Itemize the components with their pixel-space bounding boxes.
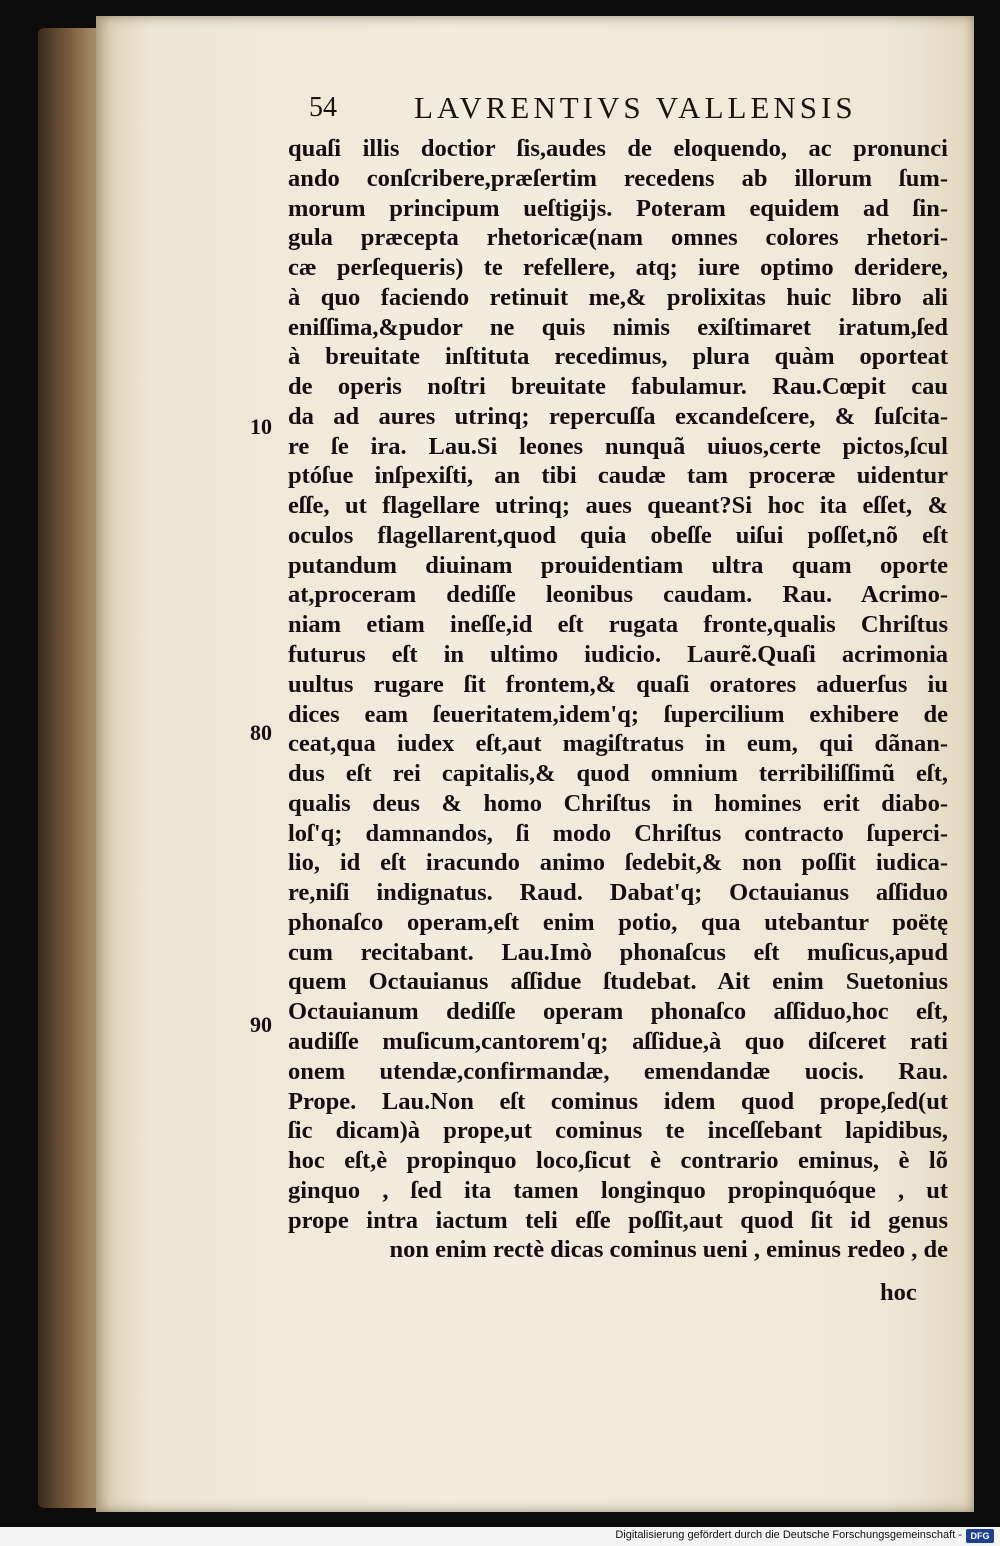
text-line: hoc eſt,è propinquo loco,ſicut è contrario eminus, è lõ bbox=[288, 1147, 948, 1175]
text-line: dus eſt rei capitalis,& quod omnium terribiliſſimũ eſt, bbox=[288, 760, 948, 788]
text-line: ſic dicam)à prope,ut cominus te inceſſebant lapidibus, bbox=[288, 1117, 948, 1145]
catchword: hoc bbox=[880, 1279, 917, 1306]
text-line: eniſſima,&pudor ne quis nimis exiſtimaret iratum,ſed bbox=[288, 313, 948, 341]
text-line: gula præcepta rhetoricæ(nam omnes colores rhetori- bbox=[288, 224, 948, 252]
text-line: quaſi illis doctior ſis,audes de eloquendo, ac pronunci bbox=[288, 135, 948, 162]
text-line: non enim rectè dicas cominus ueni , eminus redeo , de bbox=[389, 1236, 948, 1264]
text-line: cæ perſequeris) te refellere, atq; iure optimo deridere, bbox=[288, 254, 948, 282]
text-line: à quo faciendo retinuit me,& prolixitas huic libro ali bbox=[288, 283, 948, 311]
text-block bbox=[288, 134, 948, 1265]
text-line: ginquo , ſed ita tamen longinquo propinquóque , ut bbox=[288, 1176, 948, 1204]
text-line: ando conſcribere,præſertim recedens ab illorum ſum- bbox=[288, 164, 948, 192]
text-line: cum recitabant. Lau.Imò phonaſcus eſt muſicus,apud bbox=[288, 938, 948, 966]
text-line: onem utendæ,confirmandæ, emendandæ uocis. Rau. bbox=[288, 1057, 948, 1085]
running-title: LAVRENTIVS VALLENSIS bbox=[414, 90, 857, 125]
text-line: Octauianum dediſſe operam phonaſco aſſiduo,hoc eſt, bbox=[288, 998, 948, 1026]
text-line: prope intra iactum teli eſſe poſſit,aut quod ſit id genus bbox=[288, 1206, 948, 1234]
text-line: audiſſe muſicum,cantorem'q; aſſidue,à quo diſceret rati bbox=[288, 1027, 948, 1055]
text-line: dices eam ſeueritatem,idem'q; ſupercilium exhibere de bbox=[288, 700, 948, 728]
footer-bar bbox=[0, 1527, 1000, 1546]
text-line: morum principum ueſtigijs. Poteram equidem ad ſin- bbox=[288, 194, 948, 222]
text-line: uultus rugare ſit frontem,& quaſi oratores aduerſus iu bbox=[288, 670, 948, 698]
text-line: da ad aures utrinq; repercuſſa excandeſcere, & ſuſcita- bbox=[288, 402, 948, 430]
margin-line-number: 10 bbox=[250, 414, 272, 439]
text-line: lio, id eſt iracundo animo ſedebit,& non poſſit iudica- bbox=[288, 849, 948, 877]
text-line: re,niſi indignatus. Raud. Dabat'q; Octauianus aſſiduo bbox=[288, 879, 948, 907]
footer-credit: Digitalisierung gefördert durch die Deutsche Forschungsgemeinschaft - bbox=[615, 1529, 962, 1541]
text-line: quem Octauianus aſſidue ſtudebat. Ait enim Suetonius bbox=[288, 968, 948, 996]
text-line: phonaſco operam,eſt enim potio, qua utebantur poëtę bbox=[288, 908, 948, 936]
text-line: at,proceram dediſſe leonibus caudam. Rau. Acrimo- bbox=[288, 581, 948, 609]
text-line: niam etiam ineſſe,id eſt rugata fronte,qualis Chriſtus bbox=[288, 611, 948, 639]
text-line: putandum diuinam prouidentiam ultra quam oporte bbox=[288, 551, 948, 579]
running-head bbox=[0, 92, 1000, 132]
text-line: futurus eſt in ultimo iudicio. Laurẽ.Quaſi acrimonia bbox=[288, 641, 948, 669]
text-line: oculos flagellarent,quod quia obeſſe uiſui poſſet,nõ eſt bbox=[288, 521, 948, 549]
text-line: Prope. Lau.Non eſt cominus idem quod prope,ſed(ut bbox=[288, 1087, 948, 1115]
margin-line-number: 90 bbox=[250, 1012, 272, 1037]
text-line: à breuitate inſtituta recedimus, plura quàm oporteat bbox=[288, 343, 948, 371]
text-line: ceat,qua iudex eſt,aut magiſtratus in eum, qui dãnan- bbox=[288, 730, 948, 758]
text-line: ptóſue inſpexiſti, an tibi caudæ tam proceræ uidentur bbox=[288, 462, 948, 490]
text-line: loſ'q; damnandos, ſi modo Chriſtus contracto ſuperci- bbox=[288, 819, 948, 847]
text-line: eſſe, ut flagellare utrinq; aues queant?Si hoc ita eſſet, & bbox=[288, 492, 948, 520]
dfg-logo-icon: DFG bbox=[966, 1529, 994, 1543]
text-line: de operis noſtri breuitate fabulamur. Rau.Cœpit cau bbox=[288, 373, 948, 401]
text-line: qualis deus & homo Chriſtus in homines erit diabo- bbox=[288, 789, 948, 817]
text-line: re ſe ira. Lau.Si leones nunquã uiuos,certe pictos,ſcul bbox=[288, 432, 948, 460]
margin-line-number: 80 bbox=[250, 720, 272, 745]
page-number: 54 bbox=[309, 92, 337, 123]
